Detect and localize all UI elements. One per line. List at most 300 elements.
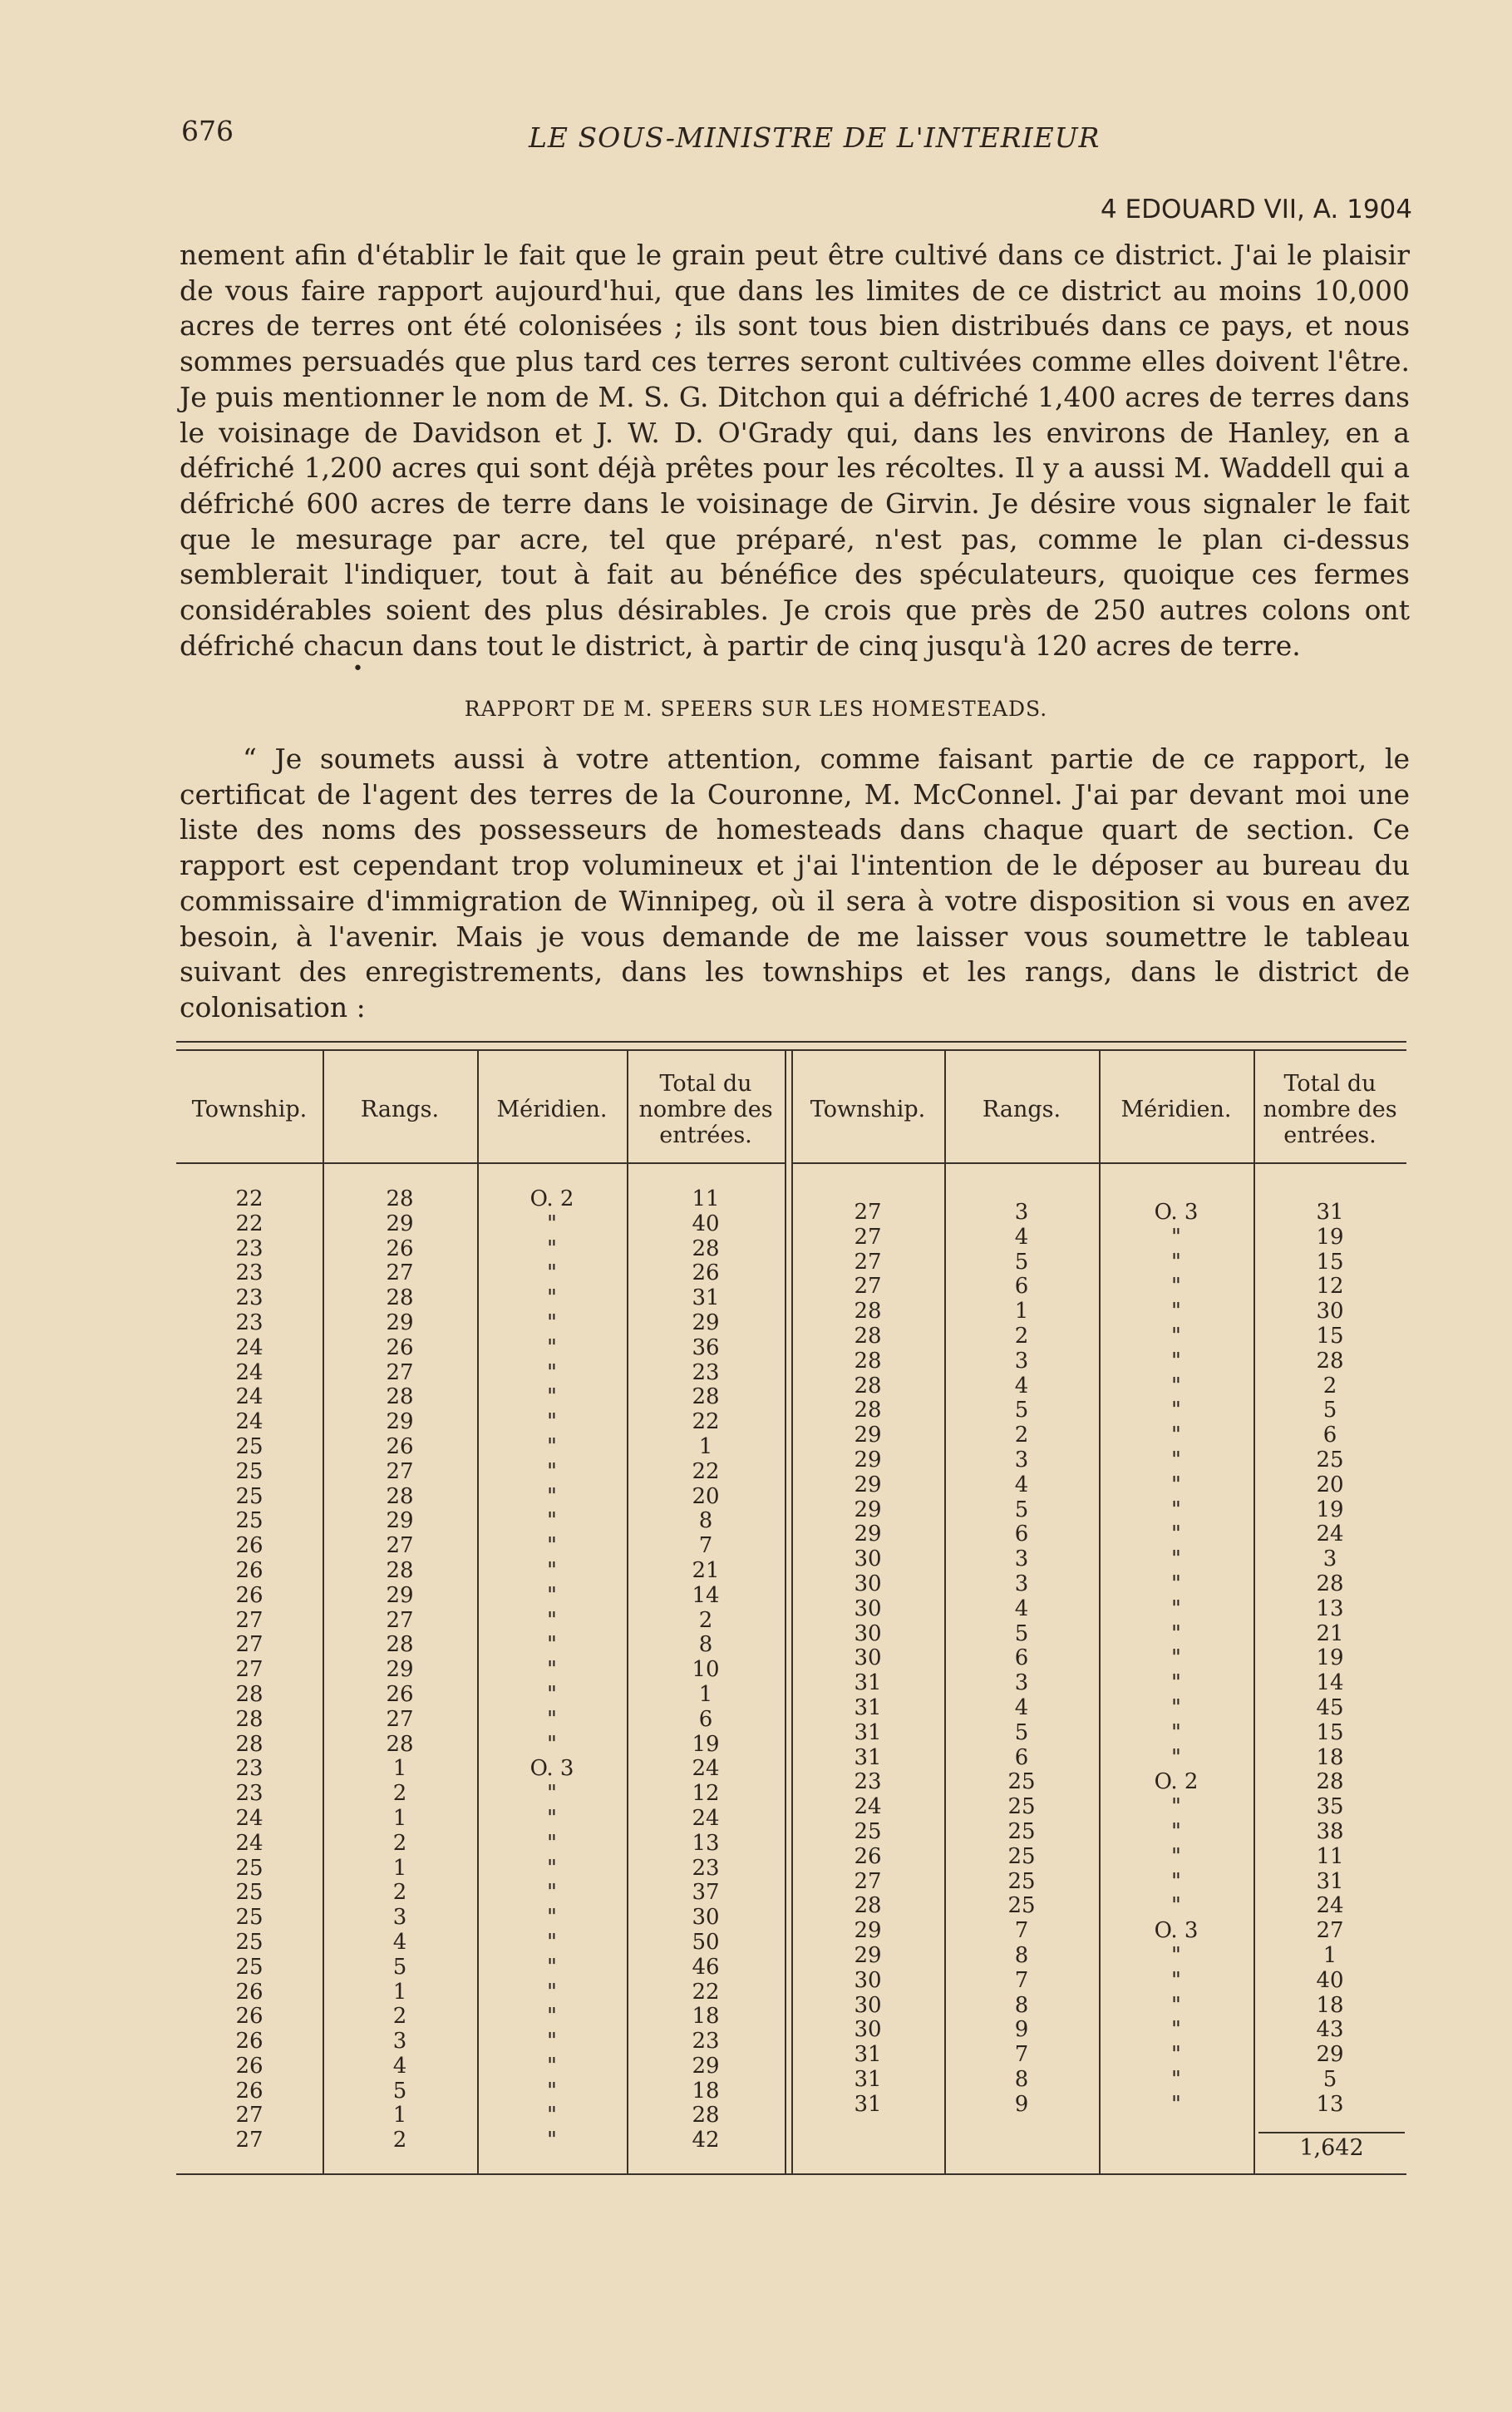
column-meridien-left xyxy=(477,1187,627,2153)
page-number: 676 xyxy=(181,115,234,147)
table-cell: " xyxy=(1171,1992,1181,2018)
table-cell: 6 xyxy=(1014,1645,1029,1671)
table-cell: 27 xyxy=(386,1533,414,1559)
table-cell: " xyxy=(547,1855,557,1881)
table-cell: 25 xyxy=(1007,1868,1036,1894)
table-cell: 21 xyxy=(692,1557,720,1583)
table-cell: 23 xyxy=(235,1285,263,1311)
table-cell: 30 xyxy=(854,2017,882,2043)
column-township-left xyxy=(176,1187,323,2153)
table-cell: 27 xyxy=(386,1607,414,1633)
table-cell: 26 xyxy=(235,2078,263,2104)
table-cell: " xyxy=(1171,1893,1181,1919)
table-cell: 31 xyxy=(1316,1868,1344,1894)
table-cell: 30 xyxy=(854,1571,882,1596)
table-cell: " xyxy=(547,1260,557,1286)
table-cell: 18 xyxy=(1316,1992,1344,2018)
table-cell: 27 xyxy=(235,2128,263,2153)
column-township-right xyxy=(791,1201,944,2117)
table-cell: " xyxy=(1171,2091,1181,2117)
table-cell: 2 xyxy=(392,1880,407,1906)
table-cell: 31 xyxy=(692,1285,720,1311)
table-cell: 31 xyxy=(854,1670,882,1696)
table-cell: 31 xyxy=(854,1744,882,1770)
table-cell: " xyxy=(547,1607,557,1633)
header-total-right: Total du nombre des entrées. xyxy=(1263,1070,1397,1148)
table-cell: 1 xyxy=(1014,1299,1029,1324)
table-cell: 23 xyxy=(692,1359,720,1385)
table-cell: 23 xyxy=(692,2029,720,2054)
table-cell: 28 xyxy=(386,1384,414,1410)
column-total-left xyxy=(627,1187,785,2153)
table-cell: " xyxy=(1171,1323,1181,1349)
table-cell: 3 xyxy=(1014,1200,1029,1225)
table-cell: 36 xyxy=(692,1334,720,1360)
table-cell: 22 xyxy=(235,1186,263,1211)
table-cell: 23 xyxy=(235,1260,263,1286)
table-cell: 22 xyxy=(692,1458,720,1484)
grand-total: 1,642 xyxy=(1299,2135,1364,2161)
table-cell: 29 xyxy=(386,1409,414,1435)
table-cell: 27 xyxy=(235,1607,263,1633)
table-cell: 19 xyxy=(1316,1645,1344,1671)
table-cell: 28 xyxy=(235,1731,263,1757)
table-cell: 25 xyxy=(1007,1769,1036,1795)
table-cell: 5 xyxy=(1014,1620,1029,1646)
table-cell: O. 2 xyxy=(529,1186,574,1211)
table-cell: " xyxy=(547,1681,557,1707)
table-cell: " xyxy=(1171,2066,1181,2092)
table-cell: 4 xyxy=(1014,1472,1029,1497)
table-cell: 25 xyxy=(235,1855,263,1881)
table-cell: 27 xyxy=(854,1868,882,1894)
table-cell: 24 xyxy=(235,1384,263,1410)
table-cell: 7 xyxy=(1014,1967,1029,1993)
table-cell: 28 xyxy=(854,1373,882,1398)
paragraph-1: nement afin d'établir le fait que le grain peut être cultivé dans ce district. J'ai le plaisir de vous faire rapport aujourd'hui, que dans les limites de ce district au moins 10,000 acres de terres ont été colonisées ; ils sont tous bien distribués dans ce pays, et nous sommes persuadés que plus tard ces terres seront cultivées comme elles doivent l'être. Je puis mentionner le nom de M. S. G. Ditchon qui a défriché 1,400 acres de terres dans le voisinage de Davidson et J. W. D. O'Grady qui, dans les environs de Hanley, en a défriché 1,200 acres qui sont déjà prêtes pour les récoltes. Il y a aussi M. Waddell qui a défriché 600 acres de terre dans le voisinage de Girvin. Je désire vous signaler le fait que le mesurage par acre, tel que préparé, n'est pas, comme le plan ci-dessus semblerait l'indiquer, tout à fait au bénéfice des spéculateurs, quoique ces fermes considérables soient des plus désirables. Je crois que près de 250 autres colons ont défriché chacun dans tout le district, à partir de cinq jusqu'à 120 acres de terre. xyxy=(180,239,1410,662)
table-cell: 29 xyxy=(854,1942,882,1968)
table-cell: 25 xyxy=(1316,1447,1344,1472)
table-cell: " xyxy=(547,1285,557,1311)
table-cell: " xyxy=(547,1458,557,1484)
table-cell: 2 xyxy=(392,1781,407,1807)
table-cell: 24 xyxy=(235,1830,263,1856)
table-cell: 43 xyxy=(1316,2017,1344,2043)
table-cell: " xyxy=(547,1706,557,1732)
table-cell: 28 xyxy=(386,1186,414,1211)
table-cell: 25 xyxy=(235,1905,263,1931)
table-cell: 28 xyxy=(854,1893,882,1919)
table-cell: 28 xyxy=(854,1299,882,1324)
table-cell: 29 xyxy=(386,1508,414,1534)
table-cell: 25 xyxy=(1007,1818,1036,1844)
table-cell: 10 xyxy=(692,1657,720,1683)
column-rangs-left xyxy=(323,1187,477,2153)
header-meridien-left: Méridien. xyxy=(496,1096,608,1122)
table-cell: 5 xyxy=(1014,1497,1029,1522)
table-cell: 3 xyxy=(1014,1571,1029,1596)
table-cell: 7 xyxy=(1014,2042,1029,2068)
table-cell: 27 xyxy=(386,1458,414,1484)
table-cell: 29 xyxy=(386,1582,414,1608)
header-total-left: Total du nombre des entrées. xyxy=(638,1070,773,1148)
table-cell: 14 xyxy=(692,1582,720,1608)
table-cell: 27 xyxy=(386,1359,414,1385)
table-cell: 30 xyxy=(854,1992,882,2018)
table-cell: " xyxy=(547,2103,557,2128)
table-cell: 5 xyxy=(1322,2066,1337,2092)
table-cell: 29 xyxy=(854,1447,882,1472)
table-cell: 30 xyxy=(854,1620,882,1646)
table-cell: 25 xyxy=(235,1433,263,1459)
table-cell: 24 xyxy=(854,1794,882,1820)
table-cell: 28 xyxy=(854,1348,882,1374)
table-cell: 29 xyxy=(854,1522,882,1547)
table-cell: " xyxy=(1171,1571,1181,1596)
table-cell: 3 xyxy=(1322,1546,1337,1572)
table-cell: 50 xyxy=(692,1929,720,1955)
table-cell: 26 xyxy=(235,1979,263,2005)
table-cell: 3 xyxy=(1014,1348,1029,1374)
table-cell: 25 xyxy=(235,1508,263,1534)
table-cell: 25 xyxy=(235,1880,263,1906)
section-heading: RAPPORT DE M. SPEERS SUR LES HOMESTEADS. xyxy=(464,697,1048,721)
table-cell: 1 xyxy=(698,1681,713,1707)
table-cell: 20 xyxy=(1316,1472,1344,1497)
table-cell: 27 xyxy=(235,1657,263,1683)
table-cell: 23 xyxy=(235,1310,263,1335)
table-cell: 3 xyxy=(1014,1670,1029,1696)
table-cell: 2 xyxy=(1322,1373,1337,1398)
table-cell: 18 xyxy=(692,2004,720,2030)
table-cell: " xyxy=(1171,1694,1181,1720)
table-cell: " xyxy=(547,1211,557,1236)
table-cell: 29 xyxy=(854,1423,882,1448)
table-cell: 29 xyxy=(854,1472,882,1497)
column-meridien-right xyxy=(1099,1201,1253,2117)
table-cell: 24 xyxy=(235,1359,263,1385)
session-label: 4 EDOUARD VII, A. 1904 xyxy=(1100,195,1412,224)
table-cell: 25 xyxy=(235,1458,263,1484)
table-cell: 35 xyxy=(1316,1794,1344,1820)
table-cell: 24 xyxy=(235,1334,263,1360)
table-cell: 1 xyxy=(392,1805,407,1831)
header-rangs-right: Rangs. xyxy=(982,1096,1061,1122)
table-cell: 5 xyxy=(1014,1249,1029,1275)
table-cell: 13 xyxy=(692,1830,720,1856)
table-cell: " xyxy=(547,1409,557,1435)
table-cell: " xyxy=(1171,1794,1181,1820)
table-cell: 5 xyxy=(1014,1398,1029,1423)
table-cell: 26 xyxy=(235,1557,263,1583)
table-cell: 42 xyxy=(692,2128,720,2153)
table-cell: 26 xyxy=(386,1433,414,1459)
table-cell: 6 xyxy=(1322,1423,1337,1448)
table-cell: " xyxy=(1171,1620,1181,1646)
table-cell: 11 xyxy=(1316,1843,1344,1869)
table-cell: 4 xyxy=(392,2053,407,2079)
table-cell: 5 xyxy=(1322,1398,1337,1423)
table-cell: 9 xyxy=(1014,2091,1029,2117)
table-cell: " xyxy=(547,2053,557,2079)
table-cell: 31 xyxy=(854,1719,882,1745)
table-cell: 5 xyxy=(392,2078,407,2104)
table-cell: 2 xyxy=(392,2128,407,2153)
table-cell: " xyxy=(1171,1274,1181,1300)
table-cell: " xyxy=(1171,1546,1181,1572)
table-cell: 29 xyxy=(386,1211,414,1236)
table-cell: 29 xyxy=(1316,2042,1344,2068)
table-cell: 11 xyxy=(692,1186,720,1211)
table-cell: 31 xyxy=(854,1694,882,1720)
table-cell: 28 xyxy=(1316,1571,1344,1596)
table-cell: 30 xyxy=(1316,1299,1344,1324)
table-cell: " xyxy=(547,1657,557,1683)
table-cell: 25 xyxy=(235,1483,263,1509)
table-cell: 9 xyxy=(1014,2017,1029,2043)
table-cell: " xyxy=(547,2029,557,2054)
table-cell: " xyxy=(1171,1249,1181,1275)
table-cell: 4 xyxy=(1014,1596,1029,1621)
table-cell: 6 xyxy=(1014,1274,1029,1300)
table-top-rule xyxy=(176,1041,1406,1043)
table-cell: 23 xyxy=(235,1781,263,1807)
table-cell: " xyxy=(547,1781,557,1807)
table-cell: 15 xyxy=(1316,1323,1344,1349)
table-cell: O. 3 xyxy=(529,1756,574,1782)
header-township-left: Township. xyxy=(191,1096,308,1122)
table-cell: " xyxy=(1171,1373,1181,1398)
table-cell: " xyxy=(547,1433,557,1459)
table-cell: 28 xyxy=(692,2103,720,2128)
center-divider xyxy=(785,1049,786,2173)
table-cell: 3 xyxy=(392,2029,407,2054)
table-cell: " xyxy=(547,2078,557,2104)
column-total-right xyxy=(1253,1201,1406,2117)
table-cell: " xyxy=(1171,1398,1181,1423)
header-township-right: Township. xyxy=(810,1096,926,1122)
column-rangs-right xyxy=(944,1201,1099,2117)
header-rule-right xyxy=(791,1162,1406,1164)
table-cell: 46 xyxy=(692,1954,720,1980)
table-cell: 2 xyxy=(392,2004,407,2030)
table-cell: 19 xyxy=(692,1731,720,1757)
table-cell: 29 xyxy=(386,1657,414,1683)
table-cell: 25 xyxy=(235,1929,263,1955)
table-cell: 18 xyxy=(1316,1744,1344,1770)
table-cell: 6 xyxy=(698,1706,713,1732)
table-cell: 2 xyxy=(1014,1323,1029,1349)
table-cell: 28 xyxy=(854,1323,882,1349)
table-cell: " xyxy=(547,1731,557,1757)
table-cell: 25 xyxy=(1007,1893,1036,1919)
table-cell: 12 xyxy=(692,1781,720,1807)
table-cell: " xyxy=(547,1954,557,1980)
table-cell: 1 xyxy=(392,1756,407,1782)
table-cell: 28 xyxy=(386,1285,414,1311)
table-cell: 26 xyxy=(386,1681,414,1707)
table-cell: 12 xyxy=(1316,1274,1344,1300)
table-cell: 14 xyxy=(1316,1670,1344,1696)
table-cell: 45 xyxy=(1316,1694,1344,1720)
table-cell: " xyxy=(1171,1843,1181,1869)
table-cell: 26 xyxy=(235,2029,263,2054)
table-cell: 26 xyxy=(692,1260,720,1286)
table-cell: " xyxy=(547,1483,557,1509)
table-cell: 31 xyxy=(854,2091,882,2117)
table-cell: 24 xyxy=(692,1805,720,1831)
table-cell: " xyxy=(1171,1224,1181,1250)
table-cell: 30 xyxy=(854,1645,882,1671)
table-cell: 23 xyxy=(235,1756,263,1782)
table-cell: 27 xyxy=(386,1260,414,1286)
table-cell: 15 xyxy=(1316,1249,1344,1275)
table-cell: " xyxy=(1171,1967,1181,1993)
table-cell: 26 xyxy=(235,1533,263,1559)
table-cell: " xyxy=(547,1905,557,1931)
table-cell: 24 xyxy=(1316,1893,1344,1919)
table-cell: " xyxy=(1171,1348,1181,1374)
table-cell: " xyxy=(1171,1472,1181,1497)
table-cell: " xyxy=(1171,1942,1181,1968)
table-cell: 28 xyxy=(854,1398,882,1423)
table-cell: 29 xyxy=(854,1497,882,1522)
table-cell: " xyxy=(547,1830,557,1856)
table-cell: 27 xyxy=(1316,1918,1344,1944)
table-cell: 28 xyxy=(692,1236,720,1261)
table-cell: 28 xyxy=(1316,1769,1344,1795)
table-cell: 26 xyxy=(235,2004,263,2030)
table-cell: 2 xyxy=(1014,1423,1029,1448)
table-cell: 22 xyxy=(692,1979,720,2005)
table-cell: 28 xyxy=(386,1483,414,1509)
table-cell: 7 xyxy=(1014,1918,1029,1944)
table-cell: 25 xyxy=(1007,1843,1036,1869)
table-cell: 26 xyxy=(235,2053,263,2079)
table-cell: " xyxy=(547,1533,557,1559)
table-cell: " xyxy=(547,2128,557,2153)
paragraph-2: “ Je soumets aussi à votre attention, comme faisant partie de ce rapport, le certificat de l'agent des terres de la Couronne, M. McConnel. J'ai par devant moi une liste des noms des possesseurs de homesteads dans chaque quart de section. Ce rapport est cependant trop volumineux et j'ai l'intention de le déposer au bureau du commissaire d'immigration de Winnipeg, où il sera à votre disposition si vous en avez besoin, à l'avenir. Mais je vous demande de me laisser vous soumettre le tableau suivant des enregistrements, dans les townships et les rangs, dans le district de colonisation : xyxy=(180,742,1410,1023)
table-cell: 40 xyxy=(1316,1967,1344,1993)
table-cell: 1 xyxy=(392,1855,407,1881)
table-cell: 29 xyxy=(692,1310,720,1335)
table-cell: 6 xyxy=(1014,1522,1029,1547)
table-cell: " xyxy=(547,1334,557,1360)
table-cell: 24 xyxy=(235,1805,263,1831)
stray-mark: • xyxy=(352,658,363,679)
table-cell: 26 xyxy=(386,1236,414,1261)
table-cell: 3 xyxy=(1014,1546,1029,1572)
table-cell: " xyxy=(547,1508,557,1534)
table-cell: 38 xyxy=(1316,1818,1344,1844)
table-cell: 29 xyxy=(386,1310,414,1335)
table-cell: 8 xyxy=(698,1508,713,1534)
table-cell: 13 xyxy=(1316,1596,1344,1621)
table-cell: 25 xyxy=(235,1954,263,1980)
table-cell: 13 xyxy=(1316,2091,1344,2117)
grand-total-rule xyxy=(1258,2132,1405,2133)
table-cell: 1 xyxy=(392,1979,407,2005)
table-cell: 18 xyxy=(692,2078,720,2104)
table-cell: " xyxy=(1171,1522,1181,1547)
table-cell: 27 xyxy=(854,1274,882,1300)
table-cell: 27 xyxy=(235,2103,263,2128)
table-cell: 27 xyxy=(386,1706,414,1732)
table-cell: 3 xyxy=(1014,1447,1029,1472)
table-cell: O. 3 xyxy=(1154,1918,1199,1944)
table-cell: 22 xyxy=(235,1211,263,1236)
table-cell: 26 xyxy=(854,1843,882,1869)
table-cell: 30 xyxy=(854,1546,882,1572)
table-cell: " xyxy=(547,1582,557,1608)
table-cell: 28 xyxy=(386,1731,414,1757)
table-cell: 23 xyxy=(692,1855,720,1881)
table-cell: 31 xyxy=(1316,1200,1344,1225)
table-bottom-rule xyxy=(176,2173,1406,2175)
header-meridien-right: Méridien. xyxy=(1120,1096,1232,1122)
table-cell: 23 xyxy=(235,1236,263,1261)
table-cell: " xyxy=(1171,2017,1181,2043)
table-cell: 28 xyxy=(235,1681,263,1707)
table-cell: " xyxy=(547,1880,557,1906)
table-cell: 30 xyxy=(692,1905,720,1931)
table-cell: " xyxy=(1171,1596,1181,1621)
table-cell: O. 3 xyxy=(1154,1200,1199,1225)
table-cell: O. 2 xyxy=(1154,1769,1199,1795)
table-cell: 5 xyxy=(1014,1719,1029,1745)
table-cell: 2 xyxy=(392,1830,407,1856)
table-cell: 3 xyxy=(392,1905,407,1931)
table-cell: 26 xyxy=(235,1582,263,1608)
table-cell: " xyxy=(547,1310,557,1335)
table-cell: " xyxy=(1171,1447,1181,1472)
table-cell: 31 xyxy=(854,2042,882,2068)
table-cell: " xyxy=(547,1979,557,2005)
table-cell: 8 xyxy=(698,1632,713,1658)
table-cell: 1 xyxy=(1322,1942,1337,1968)
table-cell: 29 xyxy=(692,2053,720,2079)
table-cell: 23 xyxy=(854,1769,882,1795)
table-cell: 1 xyxy=(392,2103,407,2128)
table-cell: 4 xyxy=(1014,1694,1029,1720)
table-cell: " xyxy=(1171,1744,1181,1770)
table-cell: " xyxy=(547,1384,557,1410)
table-cell: " xyxy=(547,2004,557,2030)
table-cell: " xyxy=(1171,1299,1181,1324)
table-cell: 4 xyxy=(1014,1373,1029,1398)
table-cell: " xyxy=(547,1359,557,1385)
table-cell: 30 xyxy=(854,1596,882,1621)
table-cell: 4 xyxy=(1014,1224,1029,1250)
table-cell: 28 xyxy=(386,1557,414,1583)
table-cell: 20 xyxy=(692,1483,720,1509)
table-cell: 28 xyxy=(235,1706,263,1732)
table-cell: 31 xyxy=(854,2066,882,2092)
table-cell: " xyxy=(1171,1818,1181,1844)
table-cell: " xyxy=(1171,2042,1181,2068)
table-cell: 27 xyxy=(235,1632,263,1658)
table-cell: " xyxy=(1171,1719,1181,1745)
table-cell: " xyxy=(1171,1645,1181,1671)
table-cell: 24 xyxy=(692,1756,720,1782)
table-cell: " xyxy=(547,1557,557,1583)
table-cell: 4 xyxy=(392,1929,407,1955)
table-cell: 25 xyxy=(1007,1794,1036,1820)
table-cell: 8 xyxy=(1014,1942,1029,1968)
table-cell: 8 xyxy=(1014,2066,1029,2092)
table-cell: " xyxy=(1171,1423,1181,1448)
table-cell: " xyxy=(547,1929,557,1955)
